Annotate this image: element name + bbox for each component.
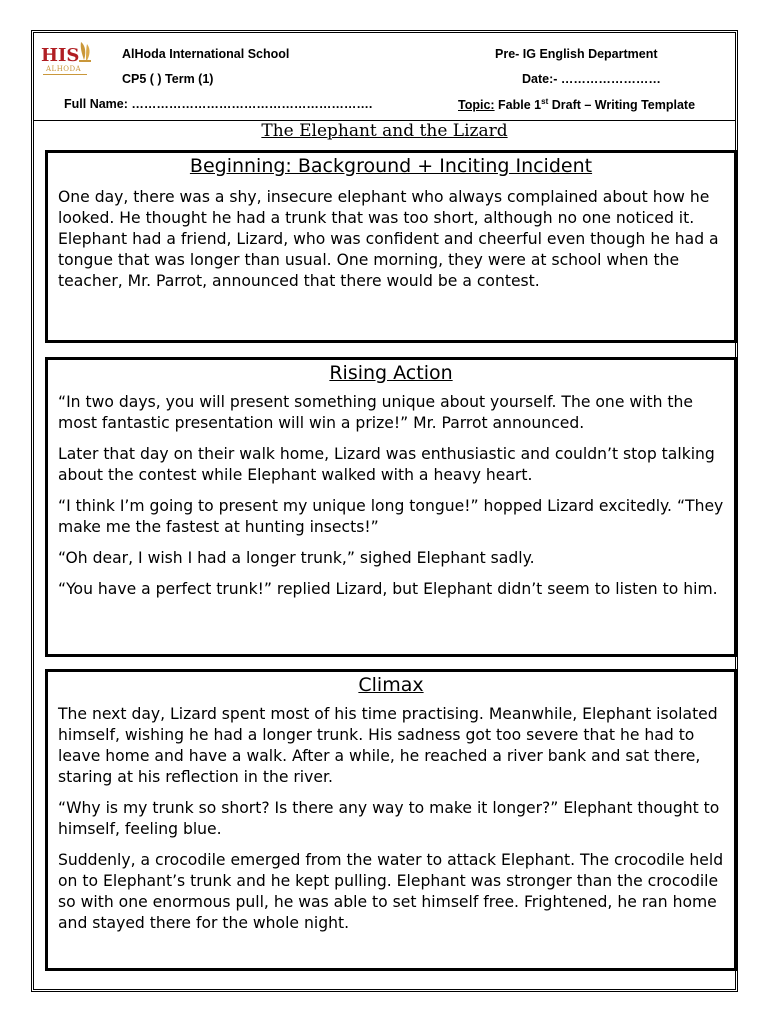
- section-paragraph: The next day, Lizard spent most of his time practising. Meanwhile, Elephant isolated himself, wishing he had a longer trunk. His sadness got too severe that he had to leave home and have a walk. After a while, he reached a river bank and sat there, staring at his reflection in the river.: [58, 705, 718, 786]
- section-paragraph: “Oh dear, I wish I had a longer trunk,” sighed Elephant sadly.: [58, 549, 535, 567]
- worksheet-header: [34, 33, 735, 121]
- department-name: Pre- IG English Department: [495, 47, 658, 61]
- section-paragraph: “Why is my trunk so short? Is there any way to make it longer?” Elephant thought to himself, feeling blue.: [58, 799, 720, 838]
- section-rising-action: [45, 357, 737, 657]
- section-paragraph: One day, there was a shy, insecure elephant who always complained about how he looked. He thought he had a trunk that was too short, although no one noticed it. Elephant had a friend, Lizard, who was confident and cheerful even though he had a tongue that was longer than usual. One morning, they were at school when the teacher, Mr. Parrot, announced that there would be a contest.: [58, 188, 719, 290]
- svg-text:ALHODA: ALHODA: [46, 65, 82, 73]
- school-logo: [40, 40, 96, 80]
- class-term: CP5 ( ) Term (1): [122, 72, 214, 86]
- svg-text:HIS: HIS: [41, 45, 80, 66]
- section-heading: Beginning: Background + Inciting Incident: [189, 155, 593, 177]
- section-paragraph: Suddenly, a crocodile emerged from the water to attack Elephant. The crocodile held on to Elephant’s trunk and he kept pulling. Elephant was stronger than the crocodile so with one enormous pull, he was able to set himself free. Frightened, he ran home and stayed there for the whole night.: [58, 851, 724, 932]
- topic-value: Fable 1: [494, 98, 542, 113]
- section-paragraph: “In two days, you will present something unique about yourself. The one with the most fantastic presentation will win a prize!” Mr. Parrot announced.: [58, 393, 693, 432]
- section-beginning: [45, 150, 737, 343]
- full-name-field: Full Name: ………………………………………………….: [64, 97, 373, 111]
- worksheet-page: [31, 30, 738, 992]
- section-paragraph: “I think I’m going to present my unique long tongue!” hopped Lizard excitedly. “They make me the fastest at hunting insects!”: [58, 497, 724, 536]
- topic-label: Topic:: [458, 98, 495, 113]
- school-name: AlHoda International School: [122, 47, 290, 61]
- section-heading: Climax: [358, 674, 424, 696]
- topic-value-superscript: st: [541, 97, 549, 106]
- story-title: The Elephant and the Lizard: [261, 121, 508, 141]
- section-climax: [45, 669, 737, 971]
- topic-line: [458, 97, 695, 112]
- section-paragraph: “You have a perfect trunk!” replied Lizard, but Elephant didn’t seem to listen to him.: [58, 580, 718, 598]
- section-paragraph: Later that day on their walk home, Lizard was enthusiastic and couldn’t stop talking about the contest while Elephant walked with a heavy heart.: [58, 445, 715, 484]
- section-heading: Rising Action: [329, 362, 453, 384]
- topic-value-suffix: Draft – Writing Template: [548, 98, 696, 113]
- date-field: Date:- ……………………: [522, 72, 661, 86]
